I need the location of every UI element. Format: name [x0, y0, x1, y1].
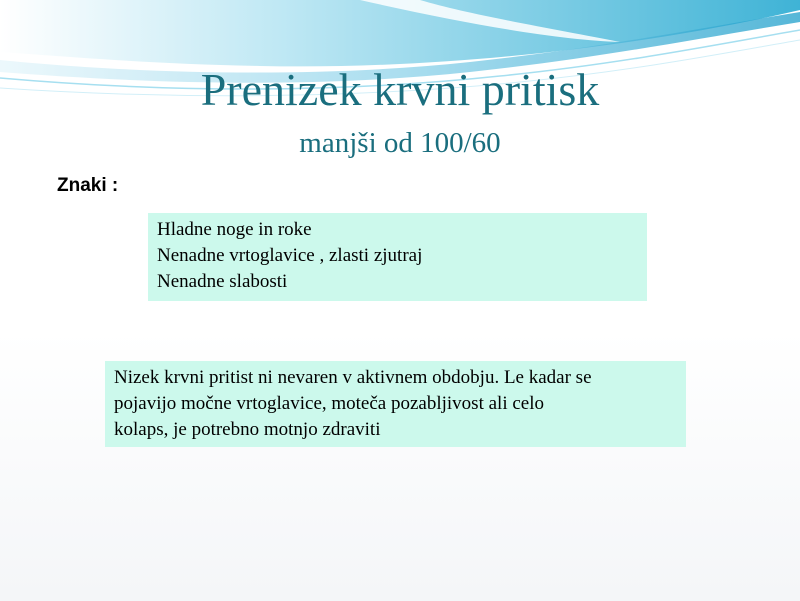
- info-line: Nizek krvni pritist ni nevaren v aktivnem obdobju. Le kadar se: [114, 367, 592, 388]
- slide-subtitle: manjši od 100/60: [299, 127, 501, 159]
- info-line: kolaps, je potrebno motnjo zdraviti: [114, 419, 381, 440]
- info-box: [105, 361, 686, 447]
- signs-label: Znaki :: [57, 175, 119, 196]
- sign-item: Nenadne vrtoglavice , zlasti zjutraj: [157, 245, 423, 266]
- sign-item: Nenadne slabosti: [157, 271, 288, 292]
- sign-item: Hladne noge in roke: [157, 219, 312, 240]
- info-line: pojavijo močne vrtoglavice, moteča pozabljivost ali celo: [114, 393, 544, 414]
- slide-title: Prenizek krvni pritisk: [200, 64, 600, 115]
- signs-box: [148, 213, 647, 301]
